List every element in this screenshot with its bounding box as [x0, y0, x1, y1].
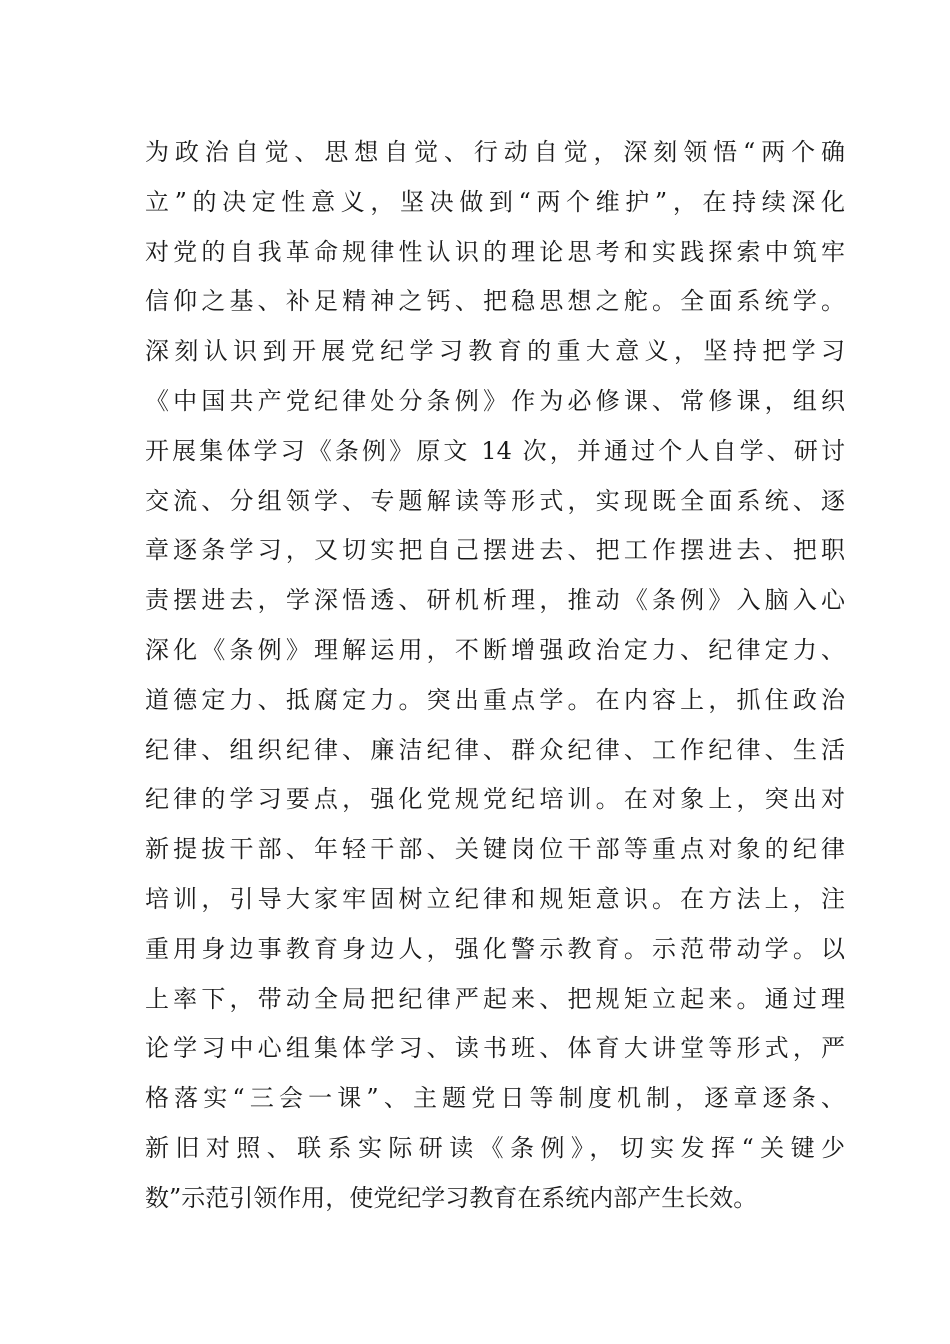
text-line: 重用身边事教育身边人，强化警示教育。示范带动学。以 [145, 934, 845, 963]
text-line: 责摆进去，学深悟透、研机析理，推动《条例》入脑入心 [145, 586, 845, 615]
text-line: 立”的决定性意义，坚决做到“两个维护”，在持续深化 [145, 187, 845, 216]
text-line: 新旧对照、联系实际研读《条例》，切实发挥“关键少 [145, 1133, 845, 1162]
text-line: 开展集体学习《条例》原文 14 次，并通过个人自学、研讨 [145, 436, 845, 465]
text-line: 数”示范引领作用，使党纪学习教育在系统内部产生长效。 [145, 1183, 758, 1212]
body-paragraph [145, 128, 845, 1224]
text-line: 交流、分组领学、专题解读等形式，实现既全面系统、逐 [145, 486, 845, 515]
text-line: 格落实“三会一课”、主题党日等制度机制，逐章逐条、 [145, 1084, 845, 1113]
text-line: 论学习中心组集体学习、读书班、体育大讲堂等形式，严 [145, 1034, 845, 1063]
text-line: 纪律的学习要点，强化党规党纪培训。在对象上，突出对 [145, 785, 845, 814]
text-line: 深化《条例》理解运用，不断增强政治定力、纪律定力、 [145, 635, 845, 664]
text-line: 章逐条学习，又切实把自己摆进去、把工作摆进去、把职 [145, 536, 845, 565]
text-line: 深刻认识到开展党纪学习教育的重大意义，坚持把学习 [145, 337, 845, 366]
text-line: 信仰之基、补足精神之钙、把稳思想之舵。全面系统学。 [145, 287, 845, 316]
text-line: 上率下，带动全局把纪律严起来、把规矩立起来。通过理 [145, 984, 845, 1013]
text-line: 《中国共产党纪律处分条例》作为必修课、常修课，组织 [145, 386, 845, 415]
text-line: 纪律、组织纪律、廉洁纪律、群众纪律、工作纪律、生活 [145, 735, 845, 764]
text-line: 培训，引导大家牢固树立纪律和规矩意识。在方法上，注 [145, 884, 845, 913]
text-line: 新提拔干部、年轻干部、关键岗位干部等重点对象的纪律 [145, 835, 845, 864]
text-line: 道德定力、抵腐定力。突出重点学。在内容上，抓住政治 [145, 685, 845, 714]
text-line: 对党的自我革命规律性认识的理论思考和实践探索中筑牢 [145, 237, 845, 266]
text-line: 为政治自觉、思想自觉、行动自觉，深刻领悟“两个确 [145, 138, 845, 166]
